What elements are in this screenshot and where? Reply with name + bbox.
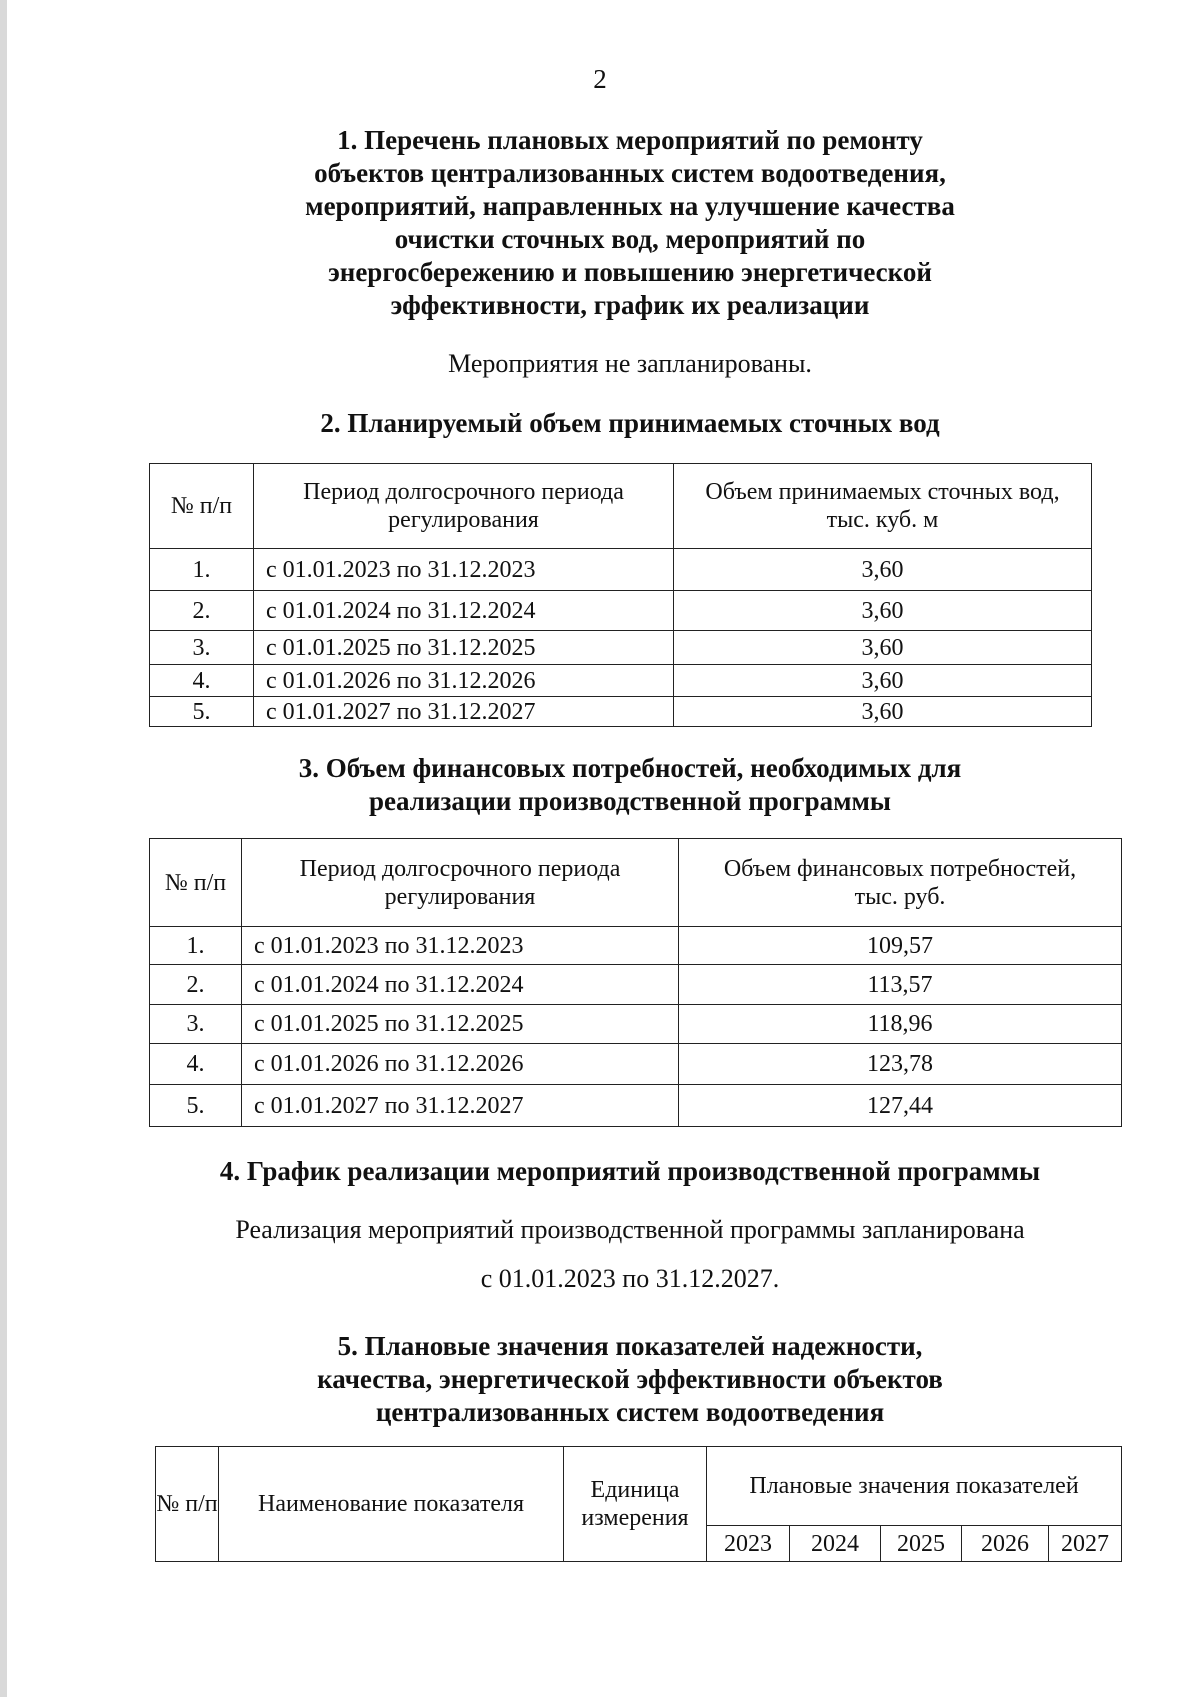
header-period: Период долгосрочного периода регулирования [242, 839, 679, 927]
row-num: 2. [150, 591, 254, 631]
section3-title-line: реализации производственной программы [369, 786, 891, 816]
section1-title-line: 1. Перечень плановых мероприятий по ремонту [337, 125, 923, 155]
section3-title [130, 752, 1130, 818]
row-period: с 01.01.2025 по 31.12.2025 [242, 1005, 679, 1044]
row-num: 3. [150, 1005, 242, 1044]
row-num: 4. [150, 1044, 242, 1085]
table-row [150, 591, 1092, 631]
row-period: с 01.01.2025 по 31.12.2025 [254, 631, 674, 665]
table-row [150, 697, 1092, 727]
section1-text: Мероприятия не запланированы. [448, 349, 812, 378]
row-period: с 01.01.2024 по 31.12.2024 [254, 591, 674, 631]
table-row [150, 1044, 1122, 1085]
section5-title-line: качества, энергетической эффективности объектов [317, 1364, 943, 1394]
row-value: 3,60 [674, 631, 1092, 665]
row-value: 123,78 [679, 1044, 1122, 1085]
row-period: с 01.01.2023 по 31.12.2023 [254, 549, 674, 591]
row-num: 5. [150, 1085, 242, 1127]
header-year: 2025 [881, 1526, 962, 1562]
table-row [150, 927, 1122, 965]
section1-title-line: энергосбережению и повышению энергетической [328, 257, 932, 287]
row-value: 3,60 [674, 549, 1092, 591]
section1-title-line: эффективности, график их реализации [390, 290, 870, 320]
table-header-row [156, 1447, 1122, 1526]
section1-title-line: мероприятий, направленных на улучшение качества [305, 191, 955, 221]
section4-title: 4. График реализации мероприятий производственной программы [219, 1156, 1041, 1186]
header-unit: Единица измерения [564, 1447, 707, 1562]
row-num: 2. [150, 965, 242, 1005]
header-num: № п/п [150, 839, 242, 927]
row-value: 3,60 [674, 591, 1092, 631]
header-indicator-name: Наименование показателя [219, 1447, 564, 1562]
header-year: 2027 [1049, 1526, 1122, 1562]
row-num: 3. [150, 631, 254, 665]
header-year: 2024 [790, 1526, 881, 1562]
section3-title-line: 3. Объем финансовых потребностей, необходимых для [298, 753, 962, 783]
header-year: 2023 [707, 1526, 790, 1562]
section1-title-line: объектов централизованных систем водоотведения, [314, 158, 946, 188]
row-period: с 01.01.2023 по 31.12.2023 [242, 927, 679, 965]
row-period: с 01.01.2026 по 31.12.2026 [242, 1044, 679, 1085]
table-row [150, 1085, 1122, 1127]
row-period: с 01.01.2027 по 31.12.2027 [254, 697, 674, 727]
section5-title [130, 1330, 1130, 1429]
row-period: с 01.01.2027 по 31.12.2027 [242, 1085, 679, 1127]
row-value: 109,57 [679, 927, 1122, 965]
section1-title-line: очистки сточных вод, мероприятий по [394, 224, 866, 254]
row-period: с 01.01.2026 по 31.12.2026 [254, 665, 674, 697]
wastewater-volume-table [149, 463, 1092, 727]
table-row [150, 1005, 1122, 1044]
header-num: № п/п [156, 1447, 219, 1562]
table-row [150, 549, 1092, 591]
table-header-row [150, 464, 1092, 549]
section5-title-line: централизованных систем водоотведения [375, 1397, 885, 1427]
row-num: 1. [150, 549, 254, 591]
financial-needs-table [149, 838, 1122, 1127]
row-value: 113,57 [679, 965, 1122, 1005]
section4-text-line1: Реализация мероприятий производственной программы запланирована [235, 1215, 1025, 1244]
table-row [150, 631, 1092, 665]
row-period: с 01.01.2024 по 31.12.2024 [242, 965, 679, 1005]
header-planned-values: Плановые значения показателей [707, 1447, 1122, 1526]
indicators-table [155, 1446, 1122, 1562]
section4-text-line2: с 01.01.2023 по 31.12.2027. [480, 1264, 780, 1293]
row-value: 118,96 [679, 1005, 1122, 1044]
row-num: 4. [150, 665, 254, 697]
section1-title [130, 124, 1130, 322]
row-num: 1. [150, 927, 242, 965]
header-finance: Объем финансовых потребностей, тыс. руб. [679, 839, 1122, 927]
header-year: 2026 [962, 1526, 1049, 1562]
header-num: № п/п [150, 464, 254, 549]
row-value: 3,60 [674, 665, 1092, 697]
header-volume: Объем принимаемых сточных вод, тыс. куб. м [674, 464, 1092, 549]
table-header-row [150, 839, 1122, 927]
section5-title-line: 5. Плановые значения показателей надежности, [337, 1331, 923, 1361]
row-num: 5. [150, 697, 254, 727]
header-period: Период долгосрочного периода регулирования [254, 464, 674, 549]
table-row [150, 965, 1122, 1005]
row-value: 3,60 [674, 697, 1092, 727]
scan-edge [0, 0, 7, 1697]
row-value: 127,44 [679, 1085, 1122, 1127]
page-number: 2 [593, 64, 607, 94]
section2-title: 2. Планируемый объем принимаемых сточных вод [320, 408, 940, 438]
table-row [150, 665, 1092, 697]
